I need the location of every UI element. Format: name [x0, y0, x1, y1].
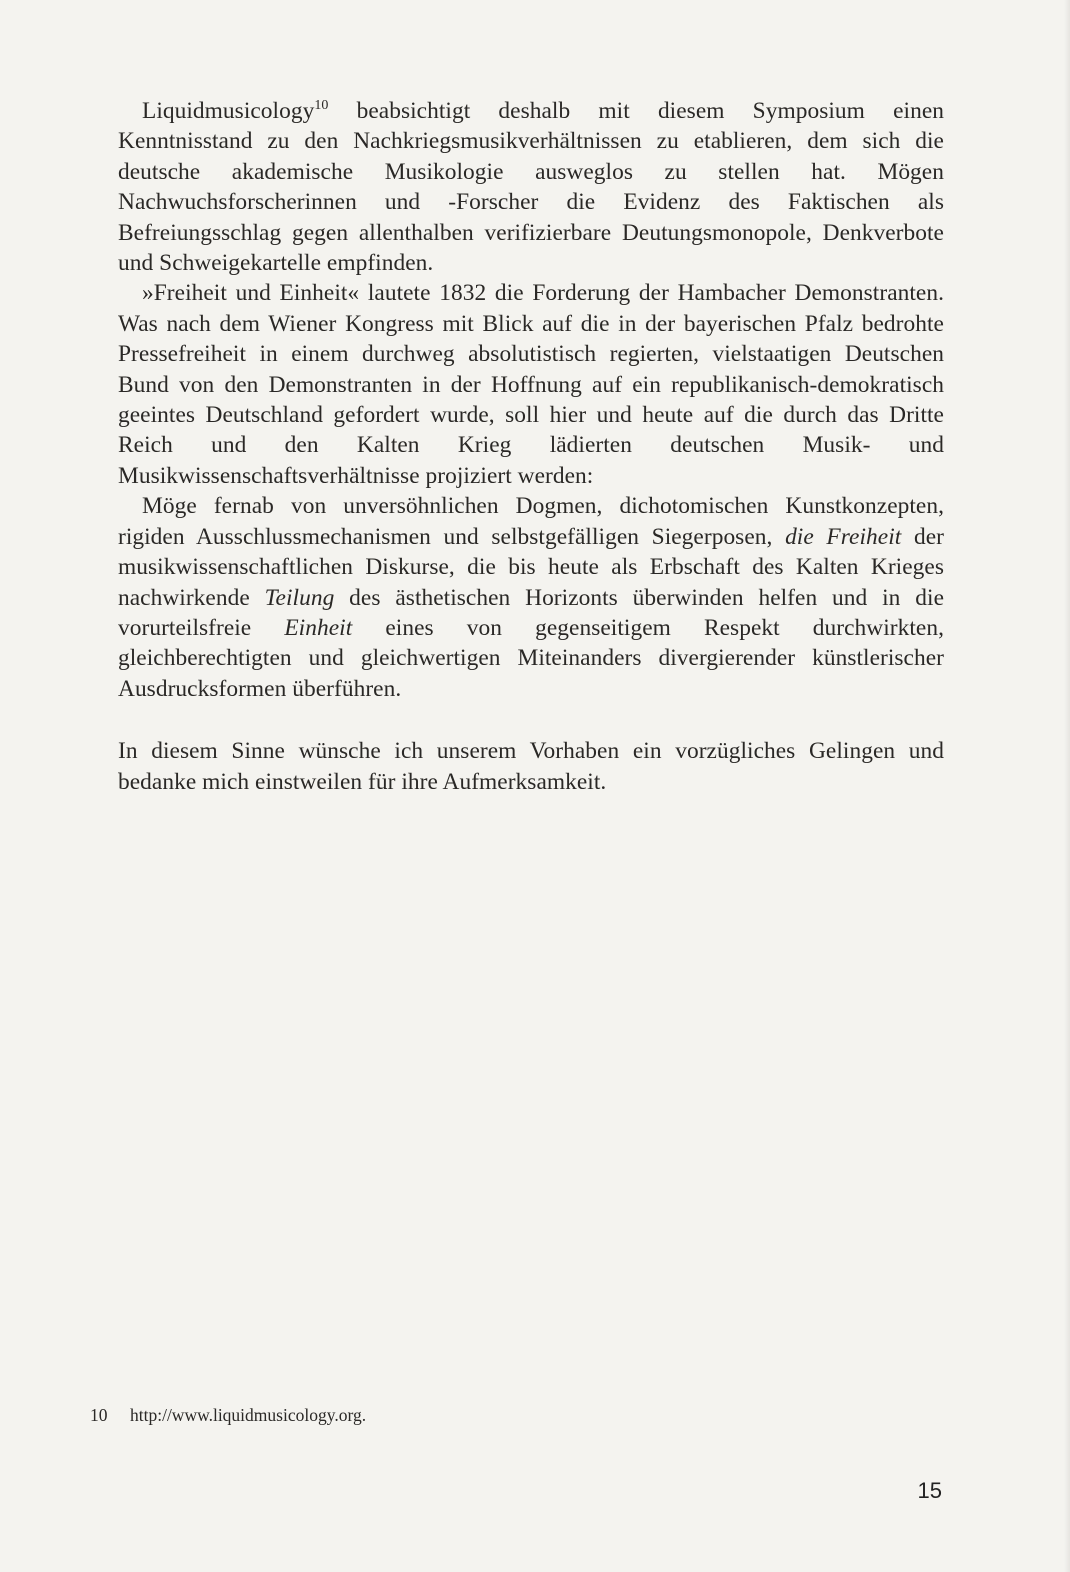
paragraph-1 [118, 96, 944, 278]
paragraph-3 [118, 491, 944, 704]
page-edge-shadow [1064, 0, 1070, 1572]
paragraph-2: »Freiheit und Einheit« lautete 1832 die Forderung der Hambacher Demonstranten. Was nach dem Wiener Kongress mit Blick auf die in der bayerischen Pfalz bedrohte Pressefreiheit in einem durchweg absolutistisch regierten, vielstaatigen Deutschen Bund von den Demonstranten in der Hoffnung auf ein republikanisch-demokratisch geeintes Deutschland gefordert wurde, soll hier und heute auf die durch das Dritte Reich und den Kalten Krieg lädierten deutschen Musik- und Musikwissenschaftsverhältnisse projiziert werden: [118, 280, 944, 489]
footnote-number: 10 [90, 1405, 108, 1425]
footnote-text: http://www.liquidmusicology.org. [130, 1405, 367, 1425]
emphasis-freiheit: die Freiheit [785, 523, 902, 550]
paragraph-1-text: beabsichtigt deshalb mit diesem Symposium einen Kenntnisstand zu den Nachkriegsmusikverhältnissen zu etablieren, dem sich die deutsche akademische Musikologie ausweglos zu stellen hat. Mögen Nachwuchsforscherinnen und -Forscher die Evidenz des Faktischen als Befreiungsschlag gegen allenthalben verifizierbare Deutungsmonopole, Denkverbote und Schweigekartelle empfinden. [118, 98, 944, 277]
footnote [90, 1404, 890, 1426]
paragraph-3-text-1: Möge fernab von unversöhnlichen Dogmen, dichotomischen Kunstkonzepten, rigiden Ausschlussmechanismen und selbstgefälligen Siegerposen, [118, 493, 944, 550]
emphasis-teilung: Teilung [264, 584, 335, 611]
paragraph-1-lead: Liquidmusicology [142, 98, 315, 124]
paragraph-3-text-3: des ästhetischen Horizonts überwinden helfen und in die vorurteilsfreie [118, 584, 944, 641]
body-text [118, 96, 944, 797]
emphasis-einheit: Einheit [284, 614, 353, 641]
paragraph-4: In diesem Sinne wünsche ich unserem Vorhaben ein vorzügliches Gelingen und bedanke mich einstweilen für ihre Aufmerksamkeit. [118, 738, 944, 795]
page-number: 15 [917, 1478, 942, 1503]
footnote-reference: 10 [314, 98, 329, 113]
paragraph-3-text-2: der musikwissenschaftlichen Diskurse, die bis heute als Erbschaft des Kalten Krieges nachwirkende [118, 523, 944, 611]
paragraph-3-text-4: eines von gegenseitigem Respekt durchwirkten, gleichberechtigten und gleichwertigen Miteinanders divergierender künstlerischer Ausdrucksformen überführen. [118, 614, 944, 702]
